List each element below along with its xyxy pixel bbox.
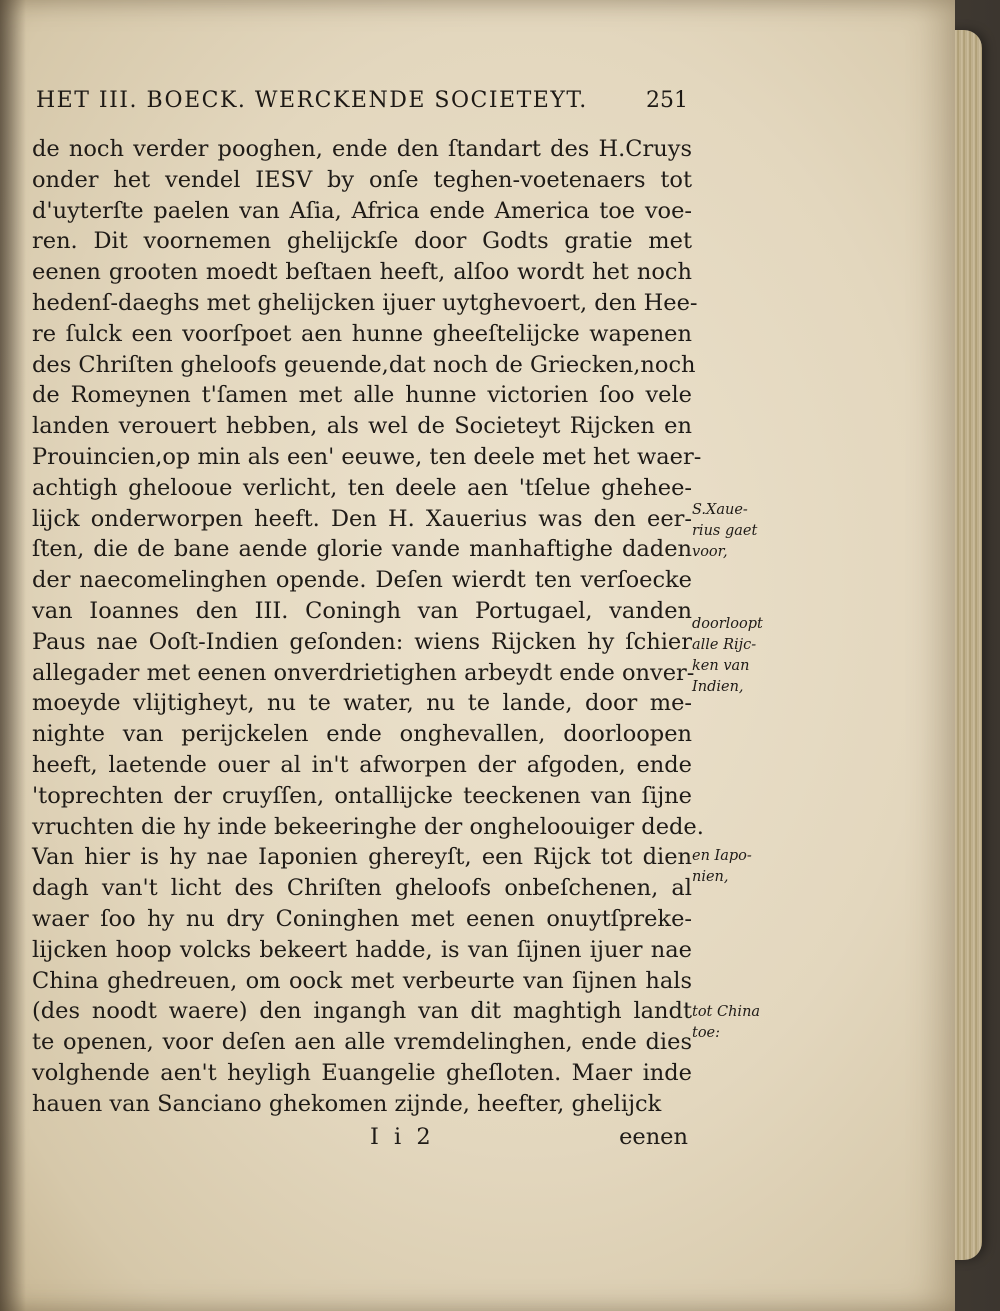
page-footer — [32, 1124, 692, 1154]
text-line: eenen grooten moedt beſtaen heeft, alſoo wordt het noch — [32, 259, 692, 286]
main-text-block — [32, 134, 704, 1120]
text-line: Van hier is hy nae Iaponien ghereyſt, een Rijck tot dien — [32, 844, 692, 871]
text-line: Prouincien,op min als een' eeuwe, ten deele met het waer- — [32, 443, 702, 470]
margin-note-line: doorloopt — [692, 616, 763, 632]
margin-note-line: toe: — [692, 1025, 721, 1041]
running-header — [36, 88, 688, 113]
margin-note-line: en Iapo- — [692, 848, 752, 864]
text-line: Paus nae Ooſt-Indien geſonden: wiens Rijcken hy ſchier — [32, 628, 692, 655]
margin-note-line: rius gaet — [692, 523, 758, 539]
spine-shadow — [0, 0, 26, 1311]
text-line: moeyde vlijtigheyt, nu te water, nu te lande, door me- — [32, 690, 692, 717]
text-line: vruchten die hy inde bekeeringhe der ongheloouiger dede. — [32, 813, 704, 840]
margin-note-indien — [692, 614, 782, 698]
text-line: achtigh ghelooue verlicht, ten deele aen 'tſelue ghehee- — [32, 474, 692, 501]
catchword: eenen — [619, 1124, 688, 1150]
text-line: d'uyterſte paelen van Aſia, Africa ende America toe voe- — [32, 197, 692, 224]
text-line: dagh van't licht des Chriſten gheloofs onbeſchenen, al — [32, 875, 692, 902]
text-line: te openen, voor deſen aen alle vremdelinghen, ende dies — [32, 1029, 692, 1056]
text-line: des Chriſten gheloofs geuende,dat noch de Griecken,noch — [32, 351, 696, 378]
text-line: hedenſ-daeghs met ghelijcken ijuer uytghevoert, den Hee- — [32, 289, 698, 316]
margin-note-iaponien — [692, 846, 782, 888]
text-line: de Romeynen t'ſamen met alle hunne victorien ſoo vele — [32, 382, 692, 409]
margin-note-line: Indien, — [692, 679, 744, 695]
page-number: 251 — [646, 88, 688, 113]
text-line: lijck onderworpen heeft. Den H. Xauerius was den eer- — [32, 505, 692, 532]
signature-mark: I i 2 — [370, 1124, 435, 1150]
margin-note-china — [692, 1002, 782, 1044]
margin-note-line: tot China — [692, 1004, 761, 1020]
text-line: allegader met eenen onverdrietighen arbeydt ende onver- — [32, 659, 695, 686]
margin-note-line: alle Rijc- — [692, 637, 757, 653]
text-line: landen verouert hebben, als wel de Societeyt Rijcken en — [32, 413, 692, 440]
text-line: der naecomelinghen opende. Deſen wierdt ten verſoecke — [32, 567, 692, 594]
text-line: volghende aen't heyligh Euangelie gheſloten. Maer inde — [32, 1059, 692, 1086]
text-line: lijcken hoop volcks bekeert hadde, is van ſijnen ijuer nae — [32, 936, 692, 963]
text-line: ren. Dit voornemen ghelijckſe door Godts gratie met — [32, 228, 692, 255]
margin-note-line: voor, — [692, 544, 728, 560]
text-line: van Ioannes den III. Coningh van Portugael, vanden — [32, 597, 692, 624]
margin-note-line: nien, — [692, 869, 729, 885]
text-line: (des noodt waere) den ingangh van dit maghtigh landt — [32, 998, 692, 1025]
text-line: heeft, laetende ouer al in't afworpen der afgoden, ende — [32, 751, 692, 778]
running-title: HET III. BOECK. WERCKENDE SOCIETEYT. — [36, 88, 588, 113]
text-line: onder het vendel IESV by onſe teghen-voetenaers tot — [32, 166, 692, 193]
text-line: de noch verder pooghen, ende den ſtandart des H.Cruys — [32, 136, 692, 162]
margin-note-line: S.Xaue- — [692, 502, 748, 518]
margin-note-xauerius — [692, 500, 782, 563]
text-line: nighte van perijckelen ende onghevallen, doorloopen — [32, 721, 692, 748]
text-line: 'toprechten der cruyſſen, ontallijcke teeckenen van ſijne — [32, 782, 692, 809]
margin-note-line: ken van — [692, 658, 750, 674]
text-line: re ſulck een voorſpoet aen hunne gheeſtelijcke wapenen — [32, 320, 692, 347]
text-line: China ghedreuen, om oock met verbeurte van ſijnen hals — [32, 967, 692, 994]
text-line: waer ſoo hy nu dry Coninghen met eenen onuytſpreke- — [32, 905, 692, 932]
text-line: hauen van Sanciano ghekomen zijnde, heefter, ghelijck — [32, 1090, 662, 1117]
text-line: ſten, die de bane aende glorie vande manhaftighe daden — [32, 536, 692, 563]
